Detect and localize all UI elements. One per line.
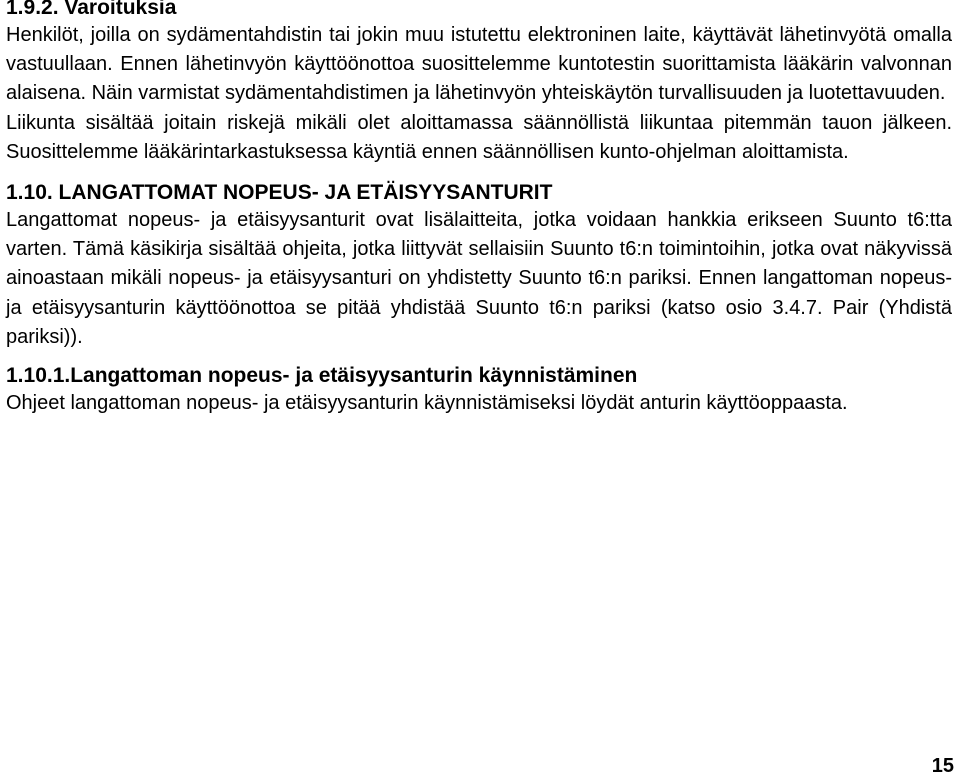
- warning-paragraph-1: Henkilöt, joilla on sydämentahdistin tai jokin muu istutettu elektroninen laite, käyttävät lähetinvyötä omalla vastuullaan. Ennen lähetinvyön käyttöönottoa suosittelemme kuntotestin suorittamista lääkärin valvonnan alaisena. Näin varmistat sydämentahdistimen ja lähetinvyön yhteiskäytön turvallisuuden ja luotettavuuden.: [6, 24, 952, 105]
- page-number: 15: [931, 755, 954, 777]
- warning-paragraph-2: Liikunta sisältää joitain riskejä mikäli olet aloittamassa säännöllistä liikuntaa pitemmän tauon jälkeen. Suosittelemme lääkärintarkastuksessa käyntiä ennen säännöllisen kunto-ohjelman aloittamista.: [6, 111, 952, 163]
- document-page: [6, 0, 952, 418]
- subsection-heading-sensor-startup: 1.10.1.Langattoman nopeus- ja etäisyysanturin käynnistäminen: [6, 364, 638, 388]
- section-heading-warnings: 1.9.2. Varoituksia: [6, 0, 177, 19]
- wireless-sensors-paragraph: Langattomat nopeus- ja etäisyysanturit ovat lisälaitteita, jotka voidaan hankkia erikseen Suunto t6:tta varten. Tämä käsikirja sisältää ohjeita, jotka liittyvät sellaisiin Suunto t6:n toimintoihin, jotka ovat näkyvissä ainoastaan mikäli nopeus- ja etäisyysanturi on yhdistetty Suunto t6:n pariksi. Ennen langattoman nopeus- ja etäisyysanturin käyttöönottoa se pitää yhdistää Suunto t6:n pariksi (katso osio 3.4.7. Pair (Yhdistä pariksi)).: [6, 209, 952, 348]
- sensor-startup-paragraph: Ohjeet langattoman nopeus- ja etäisyysanturin käynnistämiseksi löydät anturin käyttöoppaasta.: [6, 392, 848, 415]
- section-heading-wireless-sensors: 1.10. LANGATTOMAT NOPEUS- JA ETÄISYYSANTURIT: [6, 181, 553, 205]
